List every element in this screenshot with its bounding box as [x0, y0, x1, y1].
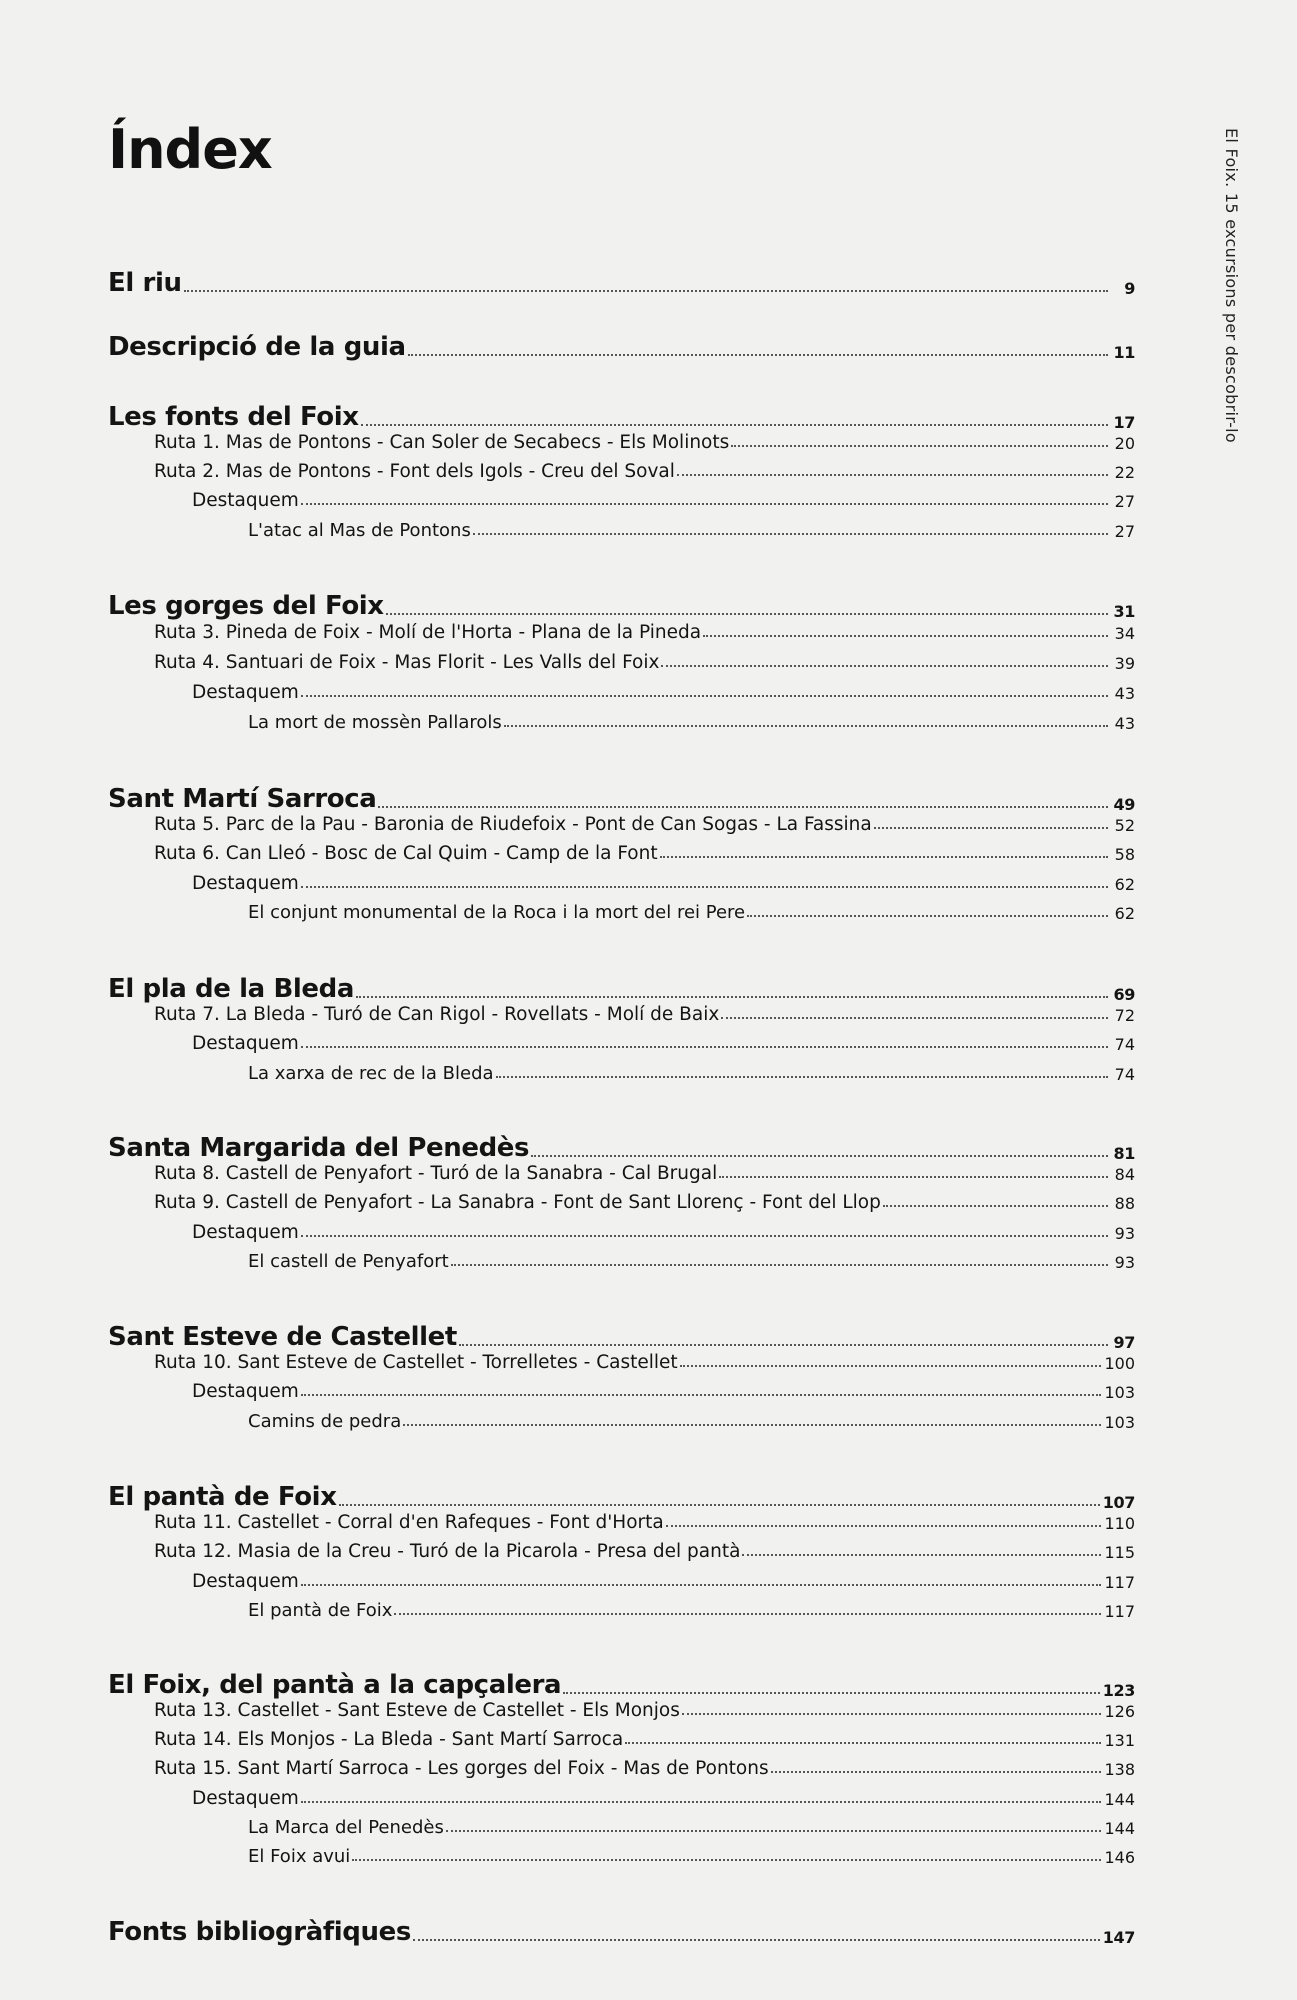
toc-entry-title: Destaquem	[192, 682, 299, 703]
toc-entry-page: 110	[1104, 1514, 1135, 1533]
dot-leader	[504, 724, 1108, 727]
toc-entry-level-3	[192, 1381, 1135, 1402]
toc-entry-level-2	[154, 1700, 1135, 1721]
toc-entry-page: 144	[1104, 1819, 1135, 1838]
toc-entry-level-2	[154, 1352, 1135, 1373]
toc-entry-page: 27	[1114, 492, 1135, 511]
toc-entry-page: 22	[1114, 463, 1135, 482]
toc-entry-title: La mort de mossèn Pallarols	[248, 712, 502, 733]
toc-entry-page: 43	[1114, 714, 1135, 733]
dot-leader	[301, 1583, 1102, 1586]
side-running-title: El Foix. 15 excursions per descobrir-lo	[1222, 128, 1241, 444]
toc-entry-page: 131	[1104, 1731, 1135, 1750]
toc-entry-level-1	[108, 1917, 1135, 1947]
dot-leader	[361, 423, 1108, 426]
toc-entry-level-3	[192, 682, 1135, 703]
toc-entry-level-3	[192, 1571, 1135, 1592]
toc-entry-page: 9	[1124, 279, 1135, 298]
toc-entry-page: 97	[1113, 1333, 1135, 1352]
dot-leader	[301, 694, 1108, 697]
toc-entry-level-2	[154, 432, 1135, 453]
toc-entry-level-3	[192, 490, 1135, 511]
toc-entry-title: Sant Martí Sarroca	[108, 784, 377, 814]
toc-entry-level-2	[154, 1004, 1135, 1025]
toc-entry-title: Destaquem	[192, 1381, 299, 1402]
toc-entry-page: 144	[1104, 1790, 1135, 1809]
toc-entry-title: Les fonts del Foix	[108, 402, 359, 432]
toc-entry-title: L'atac al Mas de Pontons	[248, 520, 471, 541]
toc-entry-title: Destaquem	[192, 490, 299, 511]
toc-entry-level-2	[154, 814, 1135, 835]
toc-entry-title: Ruta 3. Pineda de Foix - Molí de l'Horta - Plana de la Pineda	[154, 622, 702, 643]
toc-entry-page: 39	[1114, 654, 1135, 673]
toc-entry-level-2	[154, 1758, 1135, 1779]
toc-entry-title: Ruta 10. Sant Esteve de Castellet - Torrelletes - Castellet	[154, 1352, 678, 1373]
toc-entry-level-1	[108, 332, 1135, 362]
toc-entry-title: Destaquem	[192, 873, 299, 894]
toc-entry-page: 11	[1113, 343, 1135, 362]
toc-entry-page: 58	[1114, 845, 1135, 864]
dot-leader	[301, 1234, 1108, 1237]
dot-leader	[473, 532, 1108, 535]
toc-entry-title: Destaquem	[192, 1788, 299, 1809]
toc-entry-page: 84	[1114, 1165, 1135, 1184]
toc-entry-page: 43	[1114, 684, 1135, 703]
toc-entry-page: 34	[1114, 624, 1135, 643]
toc-entry-title: Les gorges del Foix	[108, 591, 384, 621]
toc-entry-title: Ruta 14. Els Monjos - La Bleda - Sant Martí Sarroca	[154, 1729, 624, 1750]
toc-entry-level-4	[248, 520, 1135, 541]
toc-entry-page: 93	[1114, 1253, 1135, 1272]
toc-entry-page: 93	[1114, 1224, 1135, 1243]
toc-entry-page: 17	[1113, 413, 1135, 432]
toc-entry-title: La Marca del Penedès	[248, 1817, 444, 1838]
toc-entry-title: Ruta 1. Mas de Pontons - Can Soler de Secabecs - Els Molinots	[154, 432, 730, 453]
dot-leader	[771, 1770, 1102, 1773]
toc-entry-page: 146	[1104, 1848, 1135, 1867]
toc-entry-level-1	[108, 402, 1135, 432]
dot-leader	[301, 1800, 1102, 1803]
dot-leader	[446, 1829, 1102, 1832]
dot-leader	[184, 289, 1108, 292]
toc-entry-level-1	[108, 591, 1135, 621]
toc-entry-title: Ruta 15. Sant Martí Sarroca - Les gorges del Foix - Mas de Pontons	[154, 1758, 769, 1779]
toc-entry-level-1	[108, 1322, 1135, 1352]
toc-entry-title: Ruta 6. Can Lleó - Bosc de Cal Quim - Camp de la Font	[154, 843, 658, 864]
dot-leader	[742, 1553, 1101, 1556]
toc-entry-level-2	[154, 1512, 1135, 1533]
toc-entry-level-2	[154, 843, 1135, 864]
toc-entry-level-4	[248, 1817, 1135, 1838]
toc-entry-level-2	[154, 461, 1135, 482]
toc-entry-level-3	[192, 1788, 1135, 1809]
dot-leader	[531, 1154, 1108, 1157]
dot-leader	[301, 885, 1108, 888]
dot-leader	[666, 1524, 1102, 1527]
toc-entry-title: Ruta 5. Parc de la Pau - Baronia de Riudefoix - Pont de Can Sogas - La Fassina	[154, 814, 872, 835]
toc-entry-title: Ruta 7. La Bleda - Turó de Can Rigol - Rovellats - Molí de Baix	[154, 1004, 720, 1025]
dot-leader	[496, 1075, 1108, 1078]
toc-entry-level-2	[154, 1192, 1135, 1213]
dot-leader	[721, 1016, 1108, 1019]
dot-leader	[661, 664, 1108, 667]
toc-entry-level-2	[154, 652, 1135, 673]
toc-entry-title: Ruta 4. Santuari de Foix - Mas Florit - Les Valls del Foix	[154, 652, 660, 673]
toc-entry-page: 147	[1102, 1928, 1135, 1947]
toc-entry-page: 123	[1102, 1681, 1135, 1700]
toc-entry-level-4	[248, 902, 1135, 923]
toc-entry-level-1	[108, 1670, 1135, 1700]
toc-entry-level-2	[154, 1729, 1135, 1750]
dot-leader	[352, 1858, 1101, 1861]
toc-entry-page: 103	[1104, 1383, 1135, 1402]
toc-entry-page: 52	[1114, 816, 1135, 835]
toc-entry-title: El pantà de Foix	[108, 1482, 337, 1512]
dot-leader	[386, 612, 1108, 615]
toc-entry-title: Ruta 9. Castell de Penyafort - La Sanabra - Font de Sant Llorenç - Font del Llop	[154, 1192, 881, 1213]
dot-leader	[339, 1503, 1100, 1506]
toc-entry-title: Camins de pedra	[248, 1411, 402, 1432]
toc-entry-title: Santa Margarida del Penedès	[108, 1133, 530, 1163]
toc-entry-title: El Foix avui	[248, 1846, 351, 1867]
dot-leader	[301, 1393, 1102, 1396]
toc-entry-level-4	[248, 1411, 1135, 1432]
toc-entry-title: Ruta 2. Mas de Pontons - Font dels Igols - Creu del Soval	[154, 461, 675, 482]
dot-leader	[625, 1741, 1101, 1744]
dot-leader	[378, 805, 1108, 808]
toc-entry-title: Descripció de la guia	[108, 332, 406, 362]
toc-entry-level-4	[248, 712, 1135, 733]
toc-entry-level-1	[108, 268, 1135, 298]
toc-entry-title: El conjunt monumental de la Roca i la mort del rei Pere	[248, 902, 746, 923]
toc-entry-title: Destaquem	[192, 1222, 299, 1243]
dot-leader	[731, 444, 1108, 447]
toc-entry-page: 74	[1114, 1065, 1135, 1084]
toc-entry-title: Ruta 12. Masia de la Creu - Turó de la Picarola - Presa del pantà	[154, 1541, 741, 1562]
toc-entry-title: Destaquem	[192, 1033, 299, 1054]
toc-entry-title: Fonts bibliogràfiques	[108, 1917, 411, 1947]
toc-entry-title: El Foix, del pantà a la capçalera	[108, 1670, 562, 1700]
toc-entry-page: 126	[1104, 1702, 1135, 1721]
dot-leader	[874, 826, 1108, 829]
toc-entry-level-3	[192, 873, 1135, 894]
dot-leader	[747, 914, 1108, 917]
toc-entry-page: 62	[1114, 904, 1135, 923]
toc-entry-level-1	[108, 1133, 1135, 1163]
dot-leader	[660, 855, 1108, 858]
toc-entry-level-4	[248, 1063, 1135, 1084]
toc-entry-title: Sant Esteve de Castellet	[108, 1322, 457, 1352]
dot-leader	[682, 1712, 1102, 1715]
toc-entry-page: 72	[1114, 1006, 1135, 1025]
toc-entry-title: El pantà de Foix	[248, 1600, 393, 1621]
dot-leader	[883, 1204, 1108, 1207]
toc-entry-level-4	[248, 1600, 1135, 1621]
toc-entry-level-4	[248, 1846, 1135, 1867]
toc-entry-page: 69	[1113, 985, 1135, 1004]
toc-entry-level-1	[108, 974, 1135, 1004]
dot-leader	[703, 634, 1108, 637]
toc-entry-title: La xarxa de rec de la Bleda	[248, 1063, 494, 1084]
toc-entry-page: 31	[1113, 602, 1135, 621]
toc-entry-page: 103	[1104, 1413, 1135, 1432]
dot-leader	[563, 1691, 1100, 1694]
toc-entry-page: 49	[1113, 795, 1135, 814]
toc-entry-title: El castell de Penyafort	[248, 1251, 449, 1272]
toc-entry-level-3	[192, 1222, 1135, 1243]
toc-entry-page: 74	[1114, 1035, 1135, 1054]
dot-leader	[413, 1938, 1100, 1941]
dot-leader	[356, 995, 1108, 998]
toc-entry-level-2	[154, 622, 1135, 643]
toc-entry-title: El pla de la Bleda	[108, 974, 354, 1004]
toc-entry-title: Ruta 13. Castellet - Sant Esteve de Castellet - Els Monjos	[154, 1700, 680, 1721]
toc-entry-level-3	[192, 1033, 1135, 1054]
dot-leader	[403, 1423, 1101, 1426]
toc-entry-page: 138	[1104, 1760, 1135, 1779]
toc-entry-page: 20	[1114, 434, 1135, 453]
toc-entry-page: 107	[1102, 1493, 1135, 1512]
dot-leader	[459, 1343, 1108, 1346]
dot-leader	[719, 1175, 1108, 1178]
dot-leader	[301, 1045, 1108, 1048]
toc-entry-title: El riu	[108, 268, 182, 298]
toc-entry-title: Ruta 11. Castellet - Corral d'en Rafeques - Font d'Horta	[154, 1512, 664, 1533]
dot-leader	[451, 1263, 1108, 1266]
dot-leader	[677, 473, 1108, 476]
toc-entry-level-2	[154, 1541, 1135, 1562]
toc-entry-title: Ruta 8. Castell de Penyafort - Turó de la Sanabra - Cal Brugal	[154, 1163, 718, 1184]
toc-entry-level-1	[108, 1482, 1135, 1512]
toc-entry-level-4	[248, 1251, 1135, 1272]
dot-leader	[394, 1612, 1101, 1615]
toc-entry-title: Destaquem	[192, 1571, 299, 1592]
toc-entry-level-1	[108, 784, 1135, 814]
toc-entry-level-2	[154, 1163, 1135, 1184]
toc-entry-page: 115	[1104, 1543, 1135, 1562]
dot-leader	[408, 353, 1108, 356]
dot-leader	[680, 1364, 1102, 1367]
toc-entry-page: 81	[1113, 1144, 1135, 1163]
page-title: Índex	[108, 118, 272, 181]
toc-entry-page: 100	[1104, 1354, 1135, 1373]
toc-entry-page: 117	[1104, 1602, 1135, 1621]
toc-entry-page: 117	[1104, 1573, 1135, 1592]
dot-leader	[301, 502, 1108, 505]
toc-entry-page: 62	[1114, 875, 1135, 894]
toc-entry-page: 88	[1114, 1194, 1135, 1213]
toc-entry-page: 27	[1114, 522, 1135, 541]
